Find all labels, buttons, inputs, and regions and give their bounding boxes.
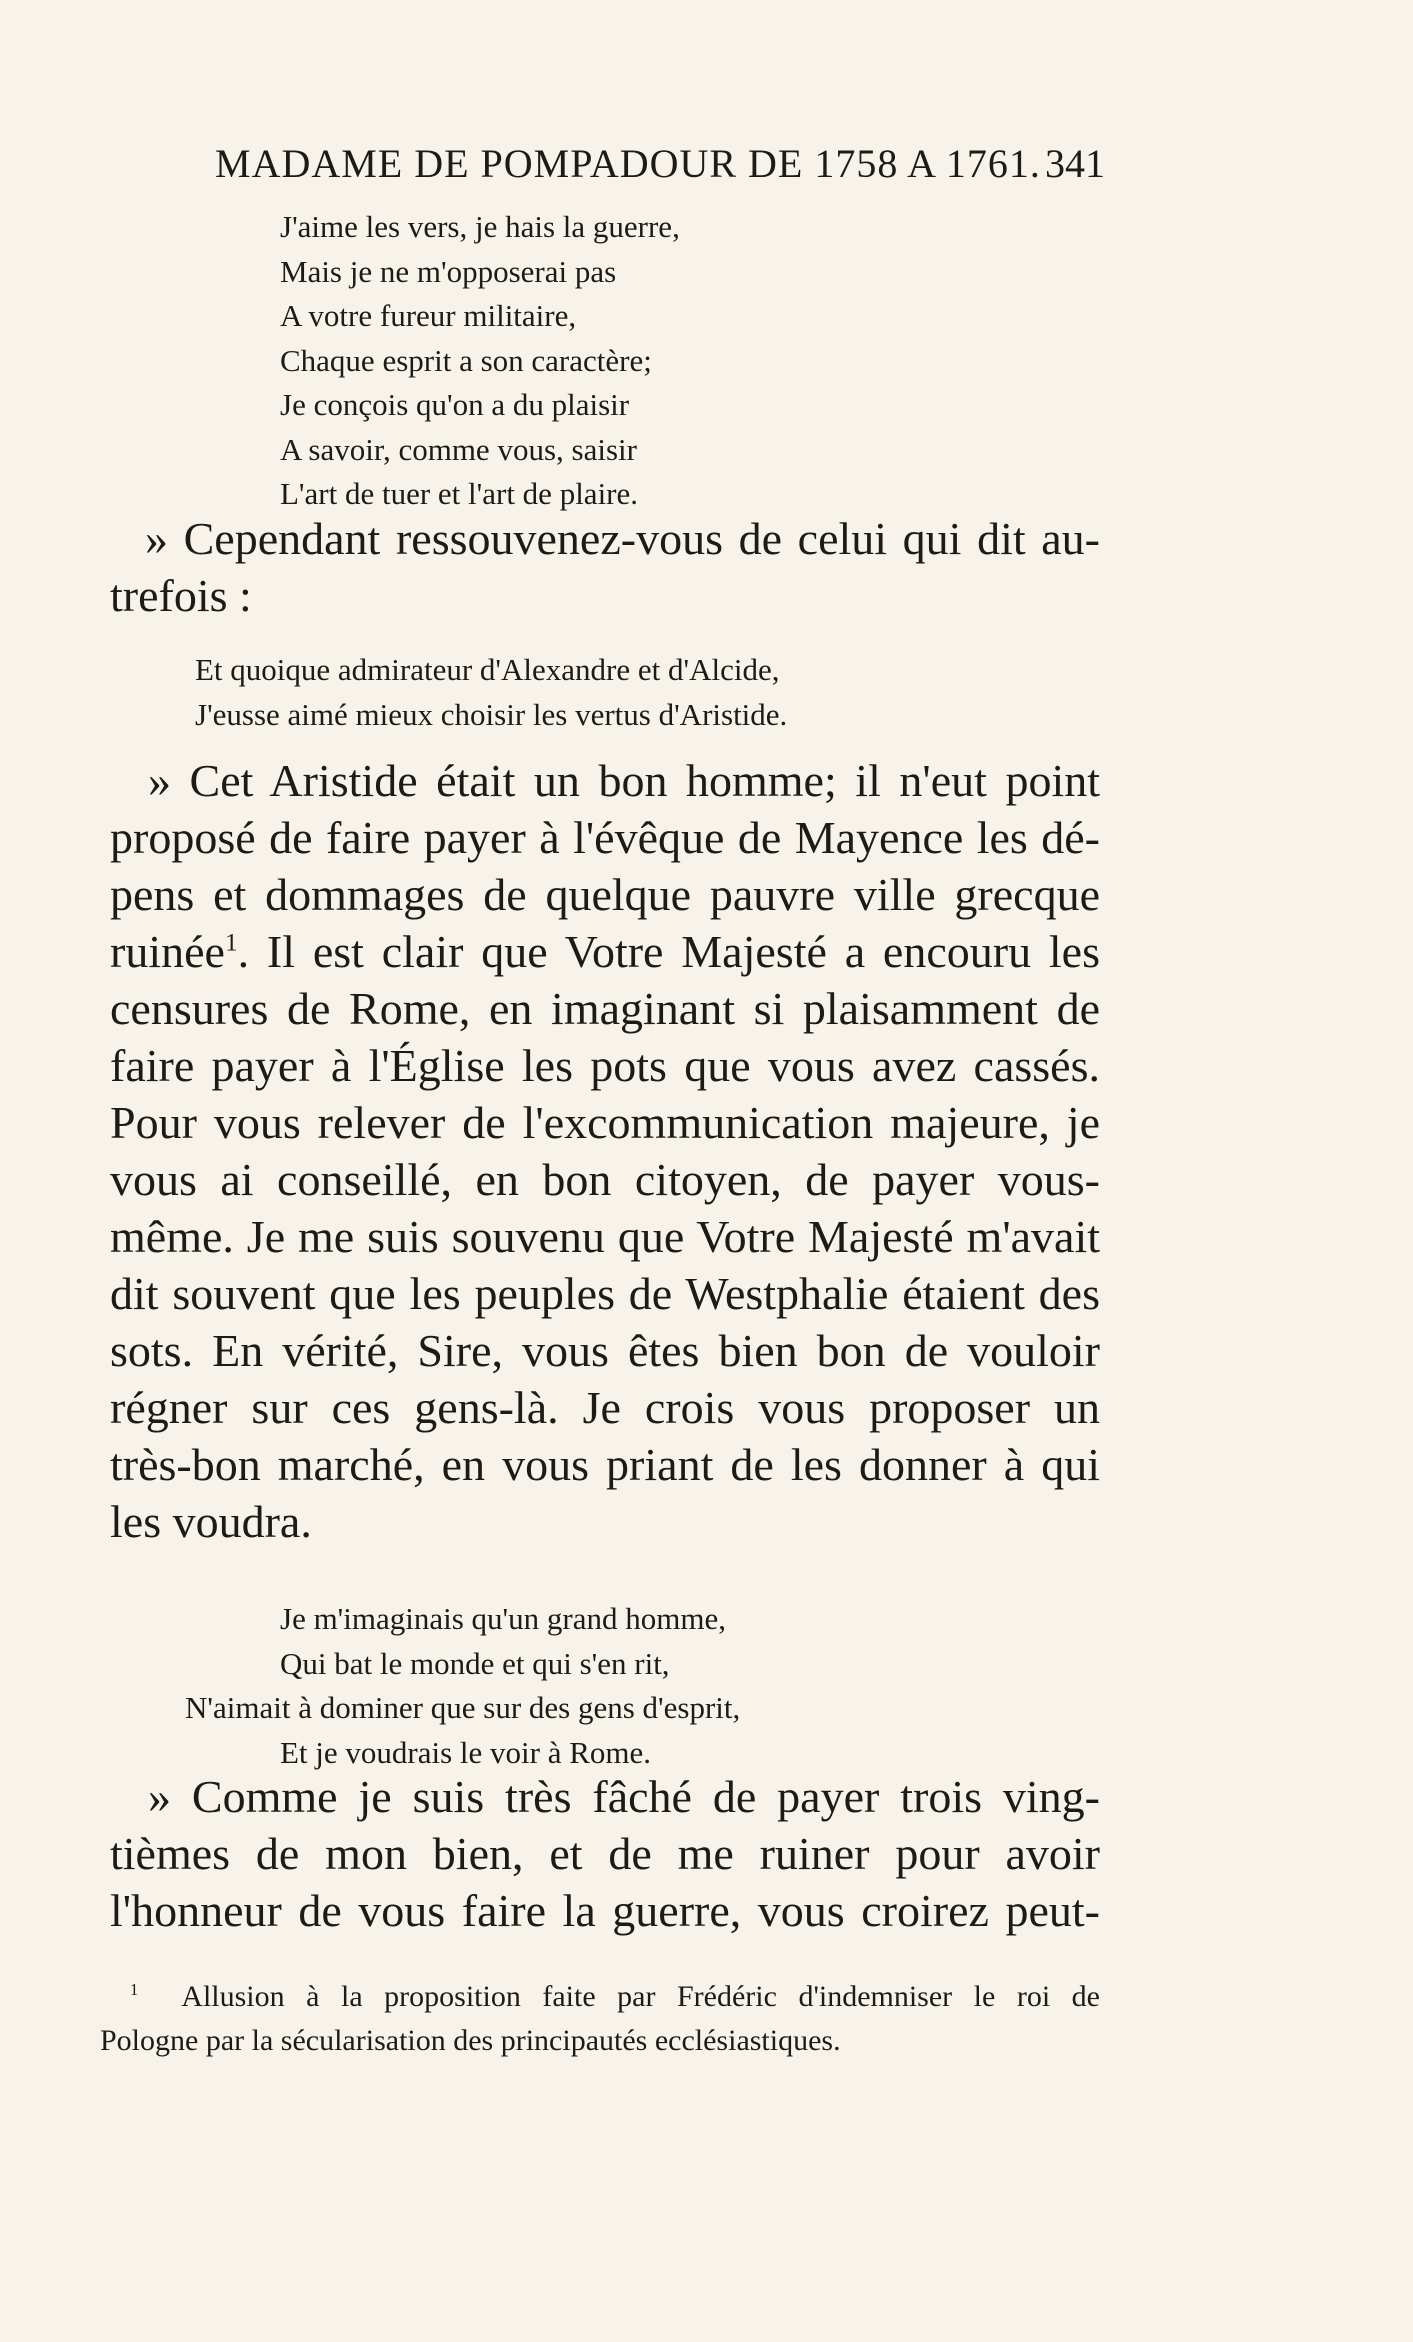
text-line: » Cependant ressouvenez-vous de celui qui dit au- (145, 513, 1100, 564)
text-line: tièmes de mon bien, et de me ruiner pour avoir (110, 1828, 1100, 1879)
footnote-marker: 1 (130, 1980, 139, 1999)
text-line: même. Je me suis souvenu que Votre Majesté m'avait (110, 1211, 1100, 1262)
footnote-line: Pologne par la sécularisation des principautés ecclésiastiques. (100, 2024, 841, 2057)
footnote-reference: 1 (224, 928, 238, 957)
verse-line: L'art de tuer et l'art de plaire. (280, 476, 639, 511)
text-line: proposé de faire payer à l'évêque de Mayence les dé- (110, 812, 1100, 863)
text-line: » Comme je suis très fâché de payer trois ving- (148, 1771, 1100, 1822)
text-line: » Cet Aristide était un bon homme; il n'eut point (148, 755, 1100, 806)
text-line: dit souvent que les peuples de Westphalie étaient des (110, 1268, 1100, 1319)
footnote-line (100, 1975, 1100, 2019)
footnote-text: Allusion à la proposition faite par Frédéric d'indemniser le roi de (181, 1980, 1100, 2013)
text-line: régner sur ces gens-là. Je crois vous proposer un (110, 1382, 1100, 1433)
text-line: très-bon marché, en vous priant de les donner à qui (110, 1439, 1100, 1490)
text-line: pens et dommages de quelque pauvre ville grecque (110, 869, 1100, 920)
running-title: MADAME DE POMPADOUR DE 1758 A 1761. (215, 141, 1041, 186)
verse-line: Je conçois qu'on a du plaisir (280, 387, 630, 422)
text-line: censures de Rome, en imaginant si plaisamment de (110, 983, 1100, 1034)
verse-block-3 (185, 1597, 740, 1775)
paragraph-3 (110, 1768, 1100, 1939)
verse-block-1 (280, 205, 680, 517)
verse-line: J'aime les vers, je hais la guerre, (280, 209, 680, 244)
text-fragment: . Il est clair que Votre Majesté a encouru les (237, 926, 1100, 977)
verse-line: J'eusse aimé mieux choisir les vertus d'Aristide. (195, 696, 788, 732)
running-header (215, 140, 1105, 190)
verse-block-2 (195, 648, 787, 737)
verse-line: Et je voudrais le voir à Rome. (280, 1734, 652, 1770)
verse-line: Et quoique admirateur d'Alexandre et d'Alcide, (195, 652, 780, 687)
text-line (110, 923, 1100, 980)
text-line: Pour vous relever de l'excommunication majeure, je (110, 1097, 1100, 1148)
text-line: faire payer à l'Église les pots que vous avez cassés. (110, 1040, 1100, 1091)
verse-line: Chaque esprit a son caractère; (280, 342, 652, 378)
footnote (100, 1975, 1100, 2063)
text-line: vous ai conseillé, en bon citoyen, de payer vous- (110, 1154, 1100, 1205)
text-line: trefois : (110, 570, 252, 621)
text-line: sots. En vérité, Sire, vous êtes bien bon de vouloir (110, 1325, 1100, 1376)
text-line: les voudra. (110, 1496, 312, 1547)
verse-line: N'aimait à dominer que sur des gens d'esprit, (185, 1690, 741, 1725)
verse-line: Mais je ne m'opposerai pas (280, 253, 617, 289)
verse-line: A votre fureur militaire, (280, 298, 577, 333)
paragraph-1 (110, 510, 1100, 624)
text-fragment: ruinée (110, 926, 225, 977)
verse-line: Qui bat le monde et qui s'en rit, (280, 1645, 670, 1681)
verse-line: Je m'imaginais qu'un grand homme, (280, 1601, 726, 1636)
text-line: l'honneur de vous faire la guerre, vous croirez peut- (110, 1885, 1100, 1936)
paragraph-2 (110, 752, 1100, 1550)
verse-line: A savoir, comme vous, saisir (280, 431, 637, 467)
page-number: 341 (1045, 141, 1105, 186)
